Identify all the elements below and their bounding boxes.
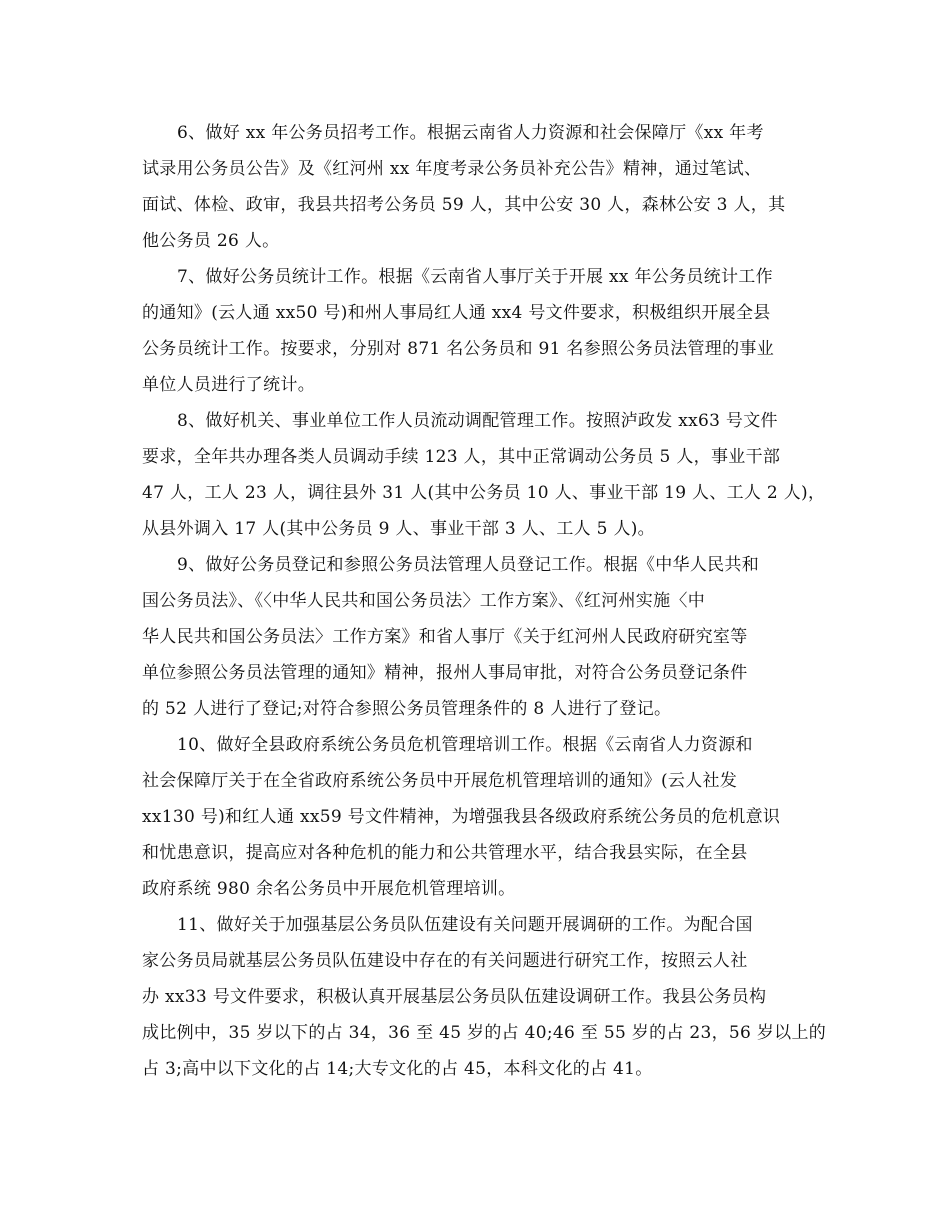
- paragraph-11-line-2: 家公务员局就基层公务员队伍建设中存在的有关问题进行研究工作，按照云人社: [142, 951, 748, 971]
- paragraph-10-line-1: 10、做好全县政府系统公务员危机管理培训工作。根据《云南省人力资源和: [177, 735, 753, 755]
- paragraph-7-line-2: 的通知》(云人通 xx50 号)和州人事局红人通 xx4 号文件要求，积极组织开展全县: [142, 303, 771, 323]
- paragraph-6-line-2: 试录用公务员公告》及《红河州 xx 年度考录公务员补充公告》精神，通过笔试、: [142, 159, 762, 179]
- paragraph-11-line-5: 占 3;高中以下文化的占 14;大专文化的占 45，本科文化的占 41。: [142, 1059, 653, 1079]
- paragraph-11-line-3: 办 xx33 号文件要求，积极认真开展基层公务员队伍建设调研工作。我县公务员构: [142, 987, 767, 1007]
- paragraph-10-line-2: 社会保障厅关于在全省政府系统公务员中开展危机管理培训的通知》(云人社发: [142, 771, 738, 791]
- paragraph-9-line-3: 华人民共和国公务员法〉工作方案》和省人事厅《关于红河州人民政府研究室等: [142, 627, 748, 647]
- paragraph-7-line-1: 7、做好公务员统计工作。根据《云南省人事厅关于开展 xx 年公务员统计工作: [177, 267, 773, 287]
- paragraph-8-line-4: 从县外调入 17 人(其中公务员 9 人、事业干部 3 人、工人 5 人)。: [142, 519, 655, 539]
- paragraph-8-line-1: 8、做好机关、事业单位工作人员流动调配管理工作。按照泸政发 xx63 号文件: [177, 411, 778, 431]
- paragraph-6-line-1: 6、做好 xx 年公务员招考工作。根据云南省人力资源和社会保障厅《xx 年考: [177, 123, 764, 143]
- paragraph-6-line-4: 他公务员 26 人。: [142, 231, 280, 251]
- paragraph-9-line-5: 的 52 人进行了登记;对符合参照公务员管理条件的 8 人进行了登记。: [142, 699, 672, 719]
- paragraph-11-line-1: 11、做好关于加强基层公务员队伍建设有关问题开展调研的工作。为配合国: [177, 915, 753, 935]
- paragraph-6-line-3: 面试、体检、政审，我县共招考公务员 59 人，其中公安 30 人，森林公安 3 人，其: [142, 195, 786, 215]
- paragraph-8-line-2: 要求，全年共办理各类人员调动手续 123 人，其中正常调动公务员 5 人，事业干部: [142, 447, 781, 467]
- paragraph-7-line-4: 单位人员进行了统计。: [142, 375, 315, 395]
- paragraph-10-line-5: 政府系统 980 余名公务员中开展危机管理培训。: [142, 879, 516, 899]
- paragraph-9-line-1: 9、做好公务员登记和参照公务员法管理人员登记工作。根据《中华人民共和: [177, 555, 760, 575]
- paragraph-9-line-4: 单位参照公务员法管理的通知》精神，报州人事局审批，对符合公务员登记条件: [142, 663, 748, 683]
- paragraph-10-line-3: xx130 号)和红人通 xx59 号文件精神，为增强我县各级政府系统公务员的危机意识: [142, 807, 781, 827]
- paragraph-8-line-3: 47 人，工人 23 人，调往县外 31 人(其中公务员 10 人、事业干部 19 人、工人 2 人)，: [142, 483, 826, 503]
- paragraph-11-line-4: 成比例中，35 岁以下的占 34，36 至 45 岁的占 40;46 至 55 岁的占 23，56 岁以上的: [142, 1023, 827, 1043]
- paragraph-7-line-3: 公务员统计工作。按要求，分别对 871 名公务员和 91 名参照公务员法管理的事业: [142, 339, 774, 359]
- paragraph-9-line-2: 国公务员法》、《〈中华人民共和国公务员法〉工作方案》、《红河州实施〈中: [142, 591, 705, 611]
- paragraph-10-line-4: 和忧患意识，提高应对各种危机的能力和公共管理水平，结合我县实际，在全县: [142, 843, 748, 863]
